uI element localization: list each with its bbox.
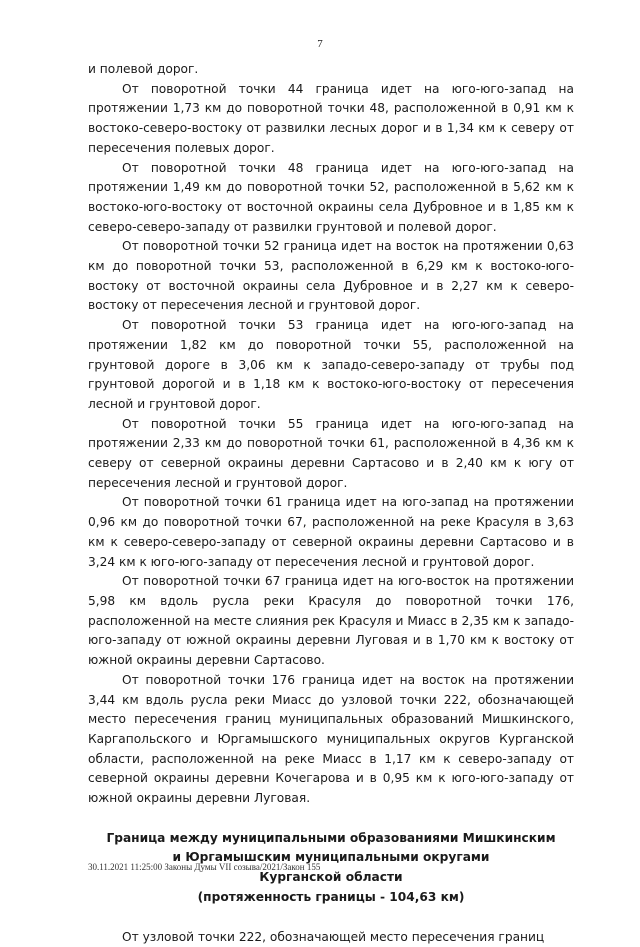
paragraph: От поворотной точки 55 граница идет на юго-юго-запад на протяжении 2,33 км до поворотной точки 61, расположенной в 4,36 км к северу от северной окраины деревни Сартасово и в 2,40 км к югу от пересечения лесной и грунтовой дорог. — [88, 416, 574, 490]
heading-length-note: (протяженность границы - 104,63 км) — [197, 889, 465, 904]
paragraph: От поворотной точки 48 граница идет на юго-юго-запад на протяжении 1,49 км до поворотной точки 52, расположенной в 5,62 км к востоко-юго-востоку от восточной окраины села Дубровное и в 1,85 км к северо-северо-западу от развилки грунтовой и полевой дорог. — [88, 160, 574, 234]
paragraph: От поворотной точки 61 граница идет на юго-запад на протяжении 0,96 км до поворотной точки 67, расположенной на реке Красуля в 3,63 км к северо-северо-западу от северной окраины деревни Сартасово и в 3,24 км к юго-юго-западу от пересечения лесной и грунтовой дорог. — [88, 495, 574, 569]
document-body — [88, 60, 574, 947]
paragraph: От поворотной точки 53 граница идет на юго-юго-запад на протяжении 1,82 км до поворотной точки 55, расположенной на грунтовой дороге в 3,06 км к западо-северо-западу от трубы под грунтовой дорогой и в 1,18 км к востоко-юго-востоку от пересечения лесной и грунтовой дорог. — [88, 318, 574, 411]
paragraph-last: От узловой точки 222, обозначающей место пересечения границ — [122, 929, 545, 944]
paragraph: От поворотной точки 176 граница идет на восток на протяжении 3,44 км вдоль русла реки Миасс до узловой точки 222, обозначающей место пересечения границ муниципальных образований Мишкинского, Каргапольского и Юргамышского муниципальных округов Курганской области, расположенной на реке Миасс в 1,17 км к северо-западу от северной окраины деревни Кочегарова и в 0,95 км к юго-юго-западу от южной окраины деревни Луговая. — [88, 672, 574, 806]
paragraph: От поворотной точки 67 граница идет на юго-восток на протяжении 5,98 км вдоль русла реки Красуля до поворотной точки 176, расположенной на месте слияния рек Красуля и Миасс в 2,35 км к западо-юго-западу от южной окраины деревни Луговая и в 1,70 км к востоку от южной окраины деревни Сартасово. — [88, 574, 574, 668]
paragraph: От поворотной точки 52 граница идет на восток на протяжении 0,63 км до поворотной точки 53, расположенной в 6,29 км к востоко-юго-востоку от восточной окраины села Дубровное и в 2,27 км к северо-востоку от пересечения лесной и грунтовой дорог. — [88, 239, 574, 313]
document-footer: 30.11.2021 11:25:00 Законы Думы VII созыва/2021/Закон 155 — [88, 862, 321, 872]
heading-line: Граница между муниципальными образованиями Мишкинским — [106, 830, 556, 845]
paragraph: От поворотной точки 44 граница идет на юго-юго-запад на протяжении 1,73 км до поворотной точки 48, расположенной в 0,91 км к востоко-северо-востоку от развилки лесных дорог и в 1,34 км к северу от пересечения полевых дорог. — [88, 81, 574, 155]
heading-line: и Юргамышским муниципальными округами — [172, 850, 490, 865]
paragraph-continuation: и полевой дорог. — [88, 62, 199, 76]
page-number: 7 — [317, 38, 323, 50]
heading-line: Курганской области — [259, 870, 403, 885]
